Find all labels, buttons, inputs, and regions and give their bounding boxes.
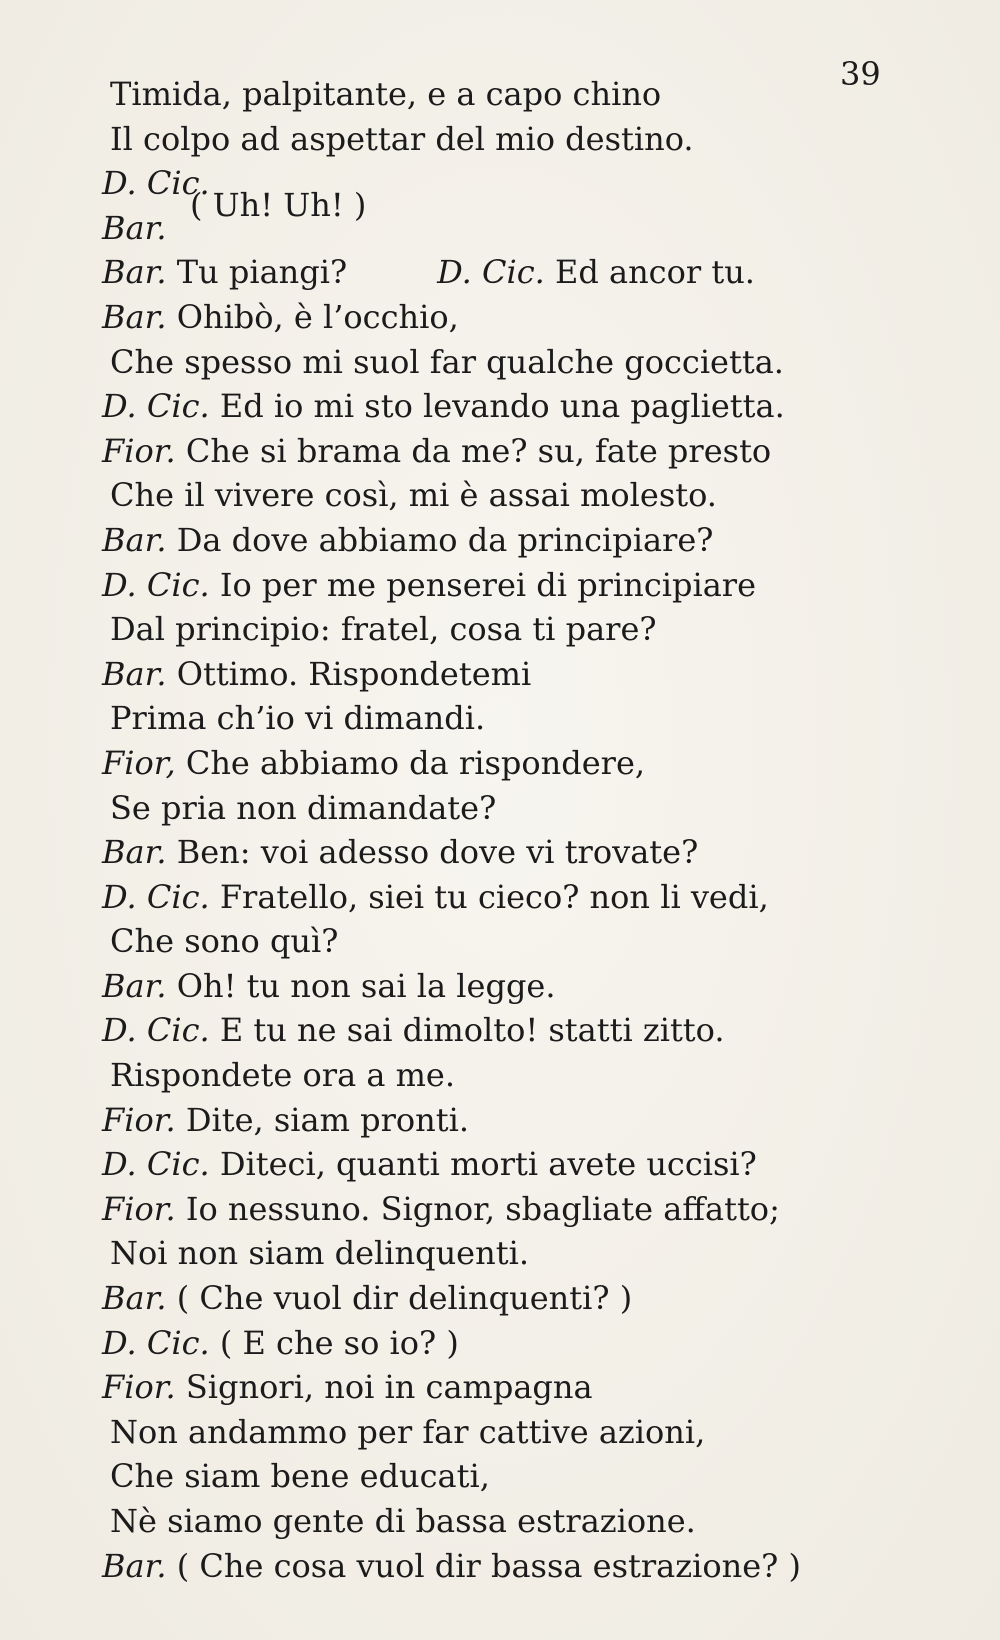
speaker-name: D. Cic.: [102, 1011, 210, 1050]
verse-line: Che il vivere così, mi è assai molesto.: [110, 476, 717, 515]
speaker-name: D. Cic.: [102, 877, 210, 916]
verse-line: Fior. Signori, noi in campagna: [102, 1368, 593, 1407]
speaker-name: Bar.: [102, 966, 167, 1005]
verse-line: D. Cic. ( E che so io? ): [102, 1323, 459, 1362]
dialogue-text: [102, 72, 970, 1588]
speaker-name: D. Cic.: [102, 565, 210, 604]
speaker-name: Bar.: [102, 1546, 167, 1585]
verse-line: Fior. Dite, siam pronti.: [102, 1100, 470, 1139]
verse-line: Bar. Tu piangi? D. Cic. Ed ancor tu.: [102, 253, 755, 292]
speaker-name: Fior.: [102, 1100, 176, 1139]
verse-line: Bar. Ohibò, è l’occhio,: [102, 297, 459, 336]
verse-line: Il colpo ad aspettar del mio destino.: [110, 119, 694, 158]
aside-text: ( Uh! Uh! ): [190, 186, 367, 225]
speaker-name: Bar.: [102, 520, 167, 559]
verse-line: Bar. Ottimo. Rispondetemi: [102, 654, 532, 693]
verse-line: Noi non siam delinquenti.: [110, 1234, 529, 1273]
verse-line: Se pria non dimandate?: [110, 788, 497, 827]
speaker-name: Fior.: [102, 431, 176, 470]
verse-line: Timida, palpitante, e a capo chino: [110, 75, 662, 113]
speaker-name: D. Cic.: [102, 1145, 210, 1184]
verse-line: Dal principio: fratel, cosa ti pare?: [110, 610, 657, 649]
verse-line: Rispondete ora a me.: [110, 1056, 456, 1095]
speaker-name: Bar.: [102, 1279, 167, 1318]
speaker-name: D. Cic.: [102, 164, 210, 203]
verse-line: Nè siamo gente di bassa estrazione.: [110, 1502, 696, 1540]
speaker-name: Fior.: [102, 1189, 176, 1228]
speaker-name: Fior,: [102, 743, 176, 782]
speaker-name: Fior.: [102, 1368, 176, 1407]
verse-line: Che sono quì?: [110, 922, 339, 961]
verse-line: Bar. ( Che cosa vuol dir bassa estrazione? ): [102, 1546, 801, 1585]
verse-line: Che spesso mi suol far qualche goccietta.: [110, 342, 784, 381]
verse-line: Non andammo per far cattive azioni,: [110, 1412, 706, 1451]
verse-line: Bar. Da dove abbiamo da principiare?: [102, 520, 714, 559]
speaker-name: D. Cic.: [102, 1323, 210, 1362]
verse-line: Bar. ( Che vuol dir delinquenti? ): [102, 1279, 633, 1318]
page-number: 39: [840, 55, 881, 93]
verse-line: Bar. Oh! tu non sai la legge.: [102, 966, 556, 1005]
speaker-name: D. Cic.: [437, 253, 545, 292]
speaker-name: Bar.: [102, 654, 167, 693]
verse-line: Fior. Che si brama da me? su, fate presto: [102, 431, 772, 470]
speaker-name: Bar.: [102, 833, 167, 872]
verse-line: D. Cic. Io per me penserei di principiare: [102, 565, 756, 604]
speaker-name: Bar.: [102, 208, 167, 247]
joint-aside: [102, 161, 970, 250]
verse-line: Fior. Io nessuno. Signor, sbagliate affatto;: [102, 1189, 780, 1228]
speaker-name: D. Cic.: [102, 387, 210, 426]
verse-line: D. Cic. Diteci, quanti morti avete uccisi?: [102, 1145, 757, 1184]
verse-line: Bar. Ben: voi adesso dove vi trovate?: [102, 833, 699, 872]
speaker-name: Bar.: [102, 297, 167, 336]
verse-line: Che siam bene educati,: [110, 1457, 490, 1496]
verse-line: D. Cic. Ed io mi sto levando una paglietta.: [102, 387, 785, 426]
verse-line: Prima ch’io vi dimandi.: [110, 699, 486, 738]
verse-line: D. Cic. Fratello, siei tu cieco? non li vedi,: [102, 877, 769, 916]
speaker-name: Bar.: [102, 253, 167, 292]
verse-line: Fior, Che abbiamo da rispondere,: [102, 743, 646, 782]
verse-line: D. Cic. E tu ne sai dimolto! statti zitto.: [102, 1011, 725, 1050]
